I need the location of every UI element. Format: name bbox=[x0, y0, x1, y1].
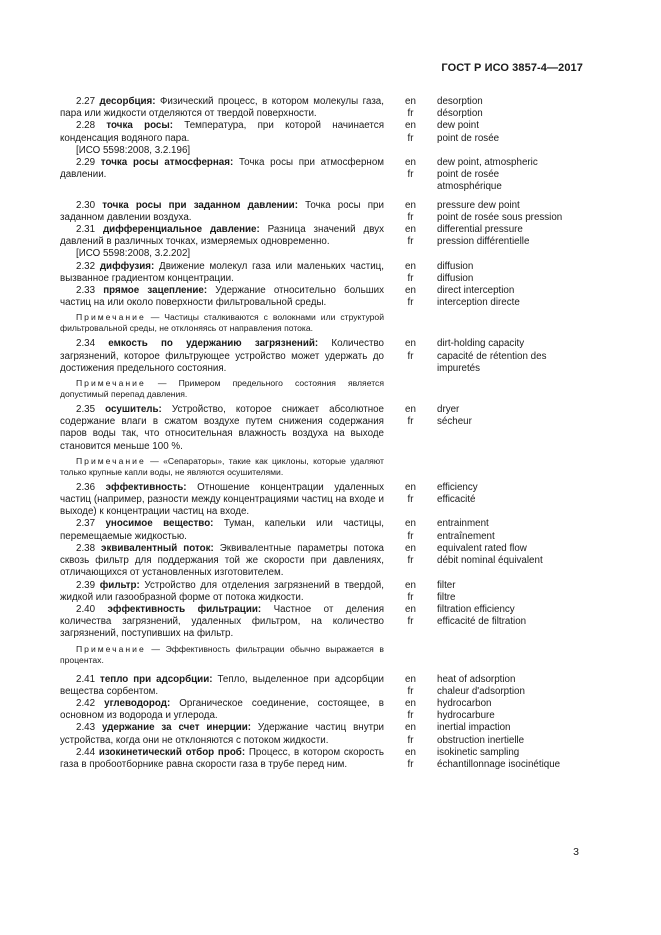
translation-text: désorption bbox=[437, 108, 483, 120]
language-codes bbox=[384, 224, 437, 261]
term-definition-text: Частное от деления количества загрязнений, удаленных фильтром, на количество загрязнений, поступивших на фильтр. bbox=[60, 603, 384, 640]
term-translations bbox=[437, 698, 590, 722]
translation-text: point de rosée sous pression bbox=[437, 211, 563, 223]
language-code: en bbox=[405, 157, 416, 169]
term-definition-text: Точка росы при атмосферном давлении. bbox=[60, 157, 385, 181]
term-number: 2.36 bbox=[76, 481, 106, 493]
translation-text: heat of adsorption bbox=[437, 673, 516, 685]
translation-text: atmosphérique bbox=[437, 181, 502, 193]
translation-text: obstruction inertielle bbox=[437, 734, 525, 746]
note-label: Примечание bbox=[76, 643, 146, 654]
language-codes bbox=[384, 120, 437, 157]
term-translations bbox=[437, 224, 590, 261]
term-name: эффективность: bbox=[105, 481, 187, 493]
term-definition-text: Устройство, которое снижает абсолютное содержание влаги в сжатом воздухе путем снижения содержания паров воды так, что относительная влажность воздуха на выходе становится меньше 100 %. bbox=[60, 404, 385, 452]
translation-text: débit nominal équivalent bbox=[437, 555, 543, 567]
definition-paragraph bbox=[60, 96, 384, 120]
term-number: 2.31 bbox=[76, 224, 103, 236]
term-name: емкость по удержанию загрязнений: bbox=[108, 338, 319, 350]
term-entry bbox=[60, 200, 590, 224]
translation-text: filter bbox=[437, 579, 456, 591]
term-name: точка росы: bbox=[106, 120, 174, 132]
definition-paragraph bbox=[60, 120, 384, 144]
term-name: эффективность фильтрации: bbox=[107, 603, 262, 615]
term-definition bbox=[60, 543, 384, 580]
term-definition-text: Разница значений двух давлений в различных точках, измеряемых одновременно. bbox=[60, 224, 384, 248]
definition-paragraph bbox=[60, 580, 384, 604]
term-translations bbox=[437, 747, 590, 771]
term-translations bbox=[437, 261, 590, 285]
language-code: en bbox=[405, 722, 416, 734]
term-entry bbox=[60, 747, 590, 771]
term-entry bbox=[60, 404, 590, 478]
note-text: — Эффективность фильтрации обычно выражается в процентах. bbox=[60, 643, 384, 665]
language-codes bbox=[384, 674, 437, 698]
term-entry bbox=[60, 285, 590, 334]
translation-text: interception directe bbox=[437, 297, 520, 309]
term-definition bbox=[60, 482, 384, 519]
term-entry bbox=[60, 698, 590, 722]
term-definition-text: Точка росы при заданном давлении воздуха. bbox=[60, 199, 384, 223]
language-code: fr bbox=[407, 530, 414, 542]
translation-text: direct interception bbox=[437, 285, 515, 297]
note-label: Примечание bbox=[76, 312, 146, 323]
term-definition-text: Температура, при которой начинается конденсация водяного пара. bbox=[60, 120, 385, 144]
term-reference: [ИСО 5598:2008, 3.2.196] bbox=[76, 144, 191, 156]
term-definition bbox=[60, 261, 384, 285]
term-translations bbox=[437, 482, 590, 519]
translation-text: dew point bbox=[437, 120, 479, 132]
term-entry bbox=[60, 580, 590, 604]
translation-text: dew point, atmospheric bbox=[437, 157, 538, 169]
translation-text: inertial impaction bbox=[437, 722, 511, 734]
translation-text: sécheur bbox=[437, 416, 472, 428]
language-code: fr bbox=[407, 710, 414, 722]
term-number: 2.40 bbox=[76, 603, 108, 615]
term-entry bbox=[60, 96, 590, 120]
language-code: fr bbox=[407, 494, 414, 506]
term-entry bbox=[60, 482, 590, 519]
translation-text: equivalent rated flow bbox=[437, 542, 527, 554]
language-code bbox=[384, 181, 437, 193]
term-number: 2.41 bbox=[76, 673, 101, 685]
translation-text: échantillonnage isocinétique bbox=[437, 758, 561, 770]
language-codes bbox=[384, 698, 437, 722]
language-code: fr bbox=[407, 591, 414, 603]
translation-text: efficiency bbox=[437, 481, 478, 493]
term-translations bbox=[437, 404, 590, 478]
language-code: en bbox=[405, 603, 416, 615]
definition-paragraph bbox=[60, 604, 384, 641]
term-definition bbox=[60, 224, 384, 261]
language-code: fr bbox=[407, 734, 414, 746]
language-code: fr bbox=[407, 350, 414, 362]
translation-text: isokinetic sampling bbox=[437, 746, 520, 758]
language-code: fr bbox=[407, 297, 414, 309]
term-number: 2.38 bbox=[76, 542, 102, 554]
language-codes bbox=[384, 404, 437, 478]
translation-text: point de rosée bbox=[437, 169, 500, 181]
language-code: fr bbox=[407, 758, 414, 770]
language-code: en bbox=[405, 518, 416, 530]
term-number: 2.32 bbox=[76, 260, 100, 272]
term-definition bbox=[60, 338, 384, 400]
definition-paragraph bbox=[60, 338, 384, 375]
term-name: прямое зацепление: bbox=[103, 285, 208, 297]
note-text: — «Сепараторы», такие как циклоны, которые удаляют только крупные капли воды, не являются осушителями. bbox=[60, 455, 384, 477]
language-codes bbox=[384, 96, 437, 120]
translation-text: chaleur d'adsorption bbox=[437, 685, 525, 697]
language-codes bbox=[384, 518, 437, 542]
term-name: удержание за счет инерции: bbox=[101, 722, 252, 734]
definition-paragraph bbox=[60, 157, 384, 181]
term-definition bbox=[60, 518, 384, 542]
definition-paragraph bbox=[60, 698, 384, 722]
term-entry bbox=[60, 224, 590, 261]
term-definition-text: Удержание частиц внутри устройства, когда они не отклоняются с потоком жидкости. bbox=[60, 722, 385, 746]
translation-text: filtre bbox=[437, 591, 456, 603]
language-code: en bbox=[405, 481, 416, 493]
term-number: 2.35 bbox=[76, 404, 106, 416]
term-translations bbox=[437, 285, 590, 334]
translation-text: diffusion bbox=[437, 272, 474, 284]
term-translations bbox=[437, 157, 590, 194]
term-entry bbox=[60, 338, 590, 400]
language-codes bbox=[384, 580, 437, 604]
term-number: 2.34 bbox=[76, 338, 109, 350]
definition-paragraph bbox=[60, 404, 384, 453]
term-name: фильтр: bbox=[99, 579, 140, 591]
page-number: 3 bbox=[573, 846, 579, 858]
language-code: fr bbox=[407, 211, 414, 223]
term-number: 2.44 bbox=[76, 746, 99, 758]
definition-paragraph bbox=[60, 200, 384, 224]
term-reference: [ИСО 5598:2008, 3.2.202] bbox=[76, 248, 191, 260]
term-note bbox=[60, 644, 384, 666]
language-code: en bbox=[405, 285, 416, 297]
term-name: тепло при адсорбции: bbox=[100, 673, 213, 685]
language-code: fr bbox=[407, 236, 414, 248]
language-code: fr bbox=[407, 169, 414, 181]
term-name: осушитель: bbox=[105, 404, 162, 416]
term-definition-text: Отношение концентрации удаленных частиц (например, разности между концентрациями частиц на входе и выходе) к концентрации частиц на входе. bbox=[60, 481, 384, 518]
term-entry bbox=[60, 261, 590, 285]
term-definition-text: Физический процесс, в котором молекулы газа, пара или жидкости отделяются от твердой поверхности. bbox=[60, 96, 384, 120]
term-name: диффузия: bbox=[99, 260, 155, 272]
language-code: en bbox=[405, 338, 416, 350]
term-translations bbox=[437, 674, 590, 698]
term-number: 2.42 bbox=[76, 697, 105, 709]
term-definition-text: Органическое соединение, состоящее, в основном из водорода и углерода. bbox=[60, 697, 384, 722]
definition-paragraph bbox=[60, 224, 384, 248]
term-name: точка росы атмосферная: bbox=[100, 157, 234, 169]
term-name: углеводород: bbox=[104, 697, 171, 709]
translation-text: pression différentielle bbox=[437, 236, 530, 248]
term-definition bbox=[60, 285, 384, 334]
translation-text: efficacité de filtration bbox=[437, 616, 527, 628]
term-entry bbox=[60, 604, 590, 666]
language-code: en bbox=[405, 260, 416, 272]
definition-paragraph bbox=[60, 674, 384, 698]
language-codes bbox=[384, 604, 437, 666]
term-translations bbox=[437, 722, 590, 746]
translation-text: pressure dew point bbox=[437, 199, 520, 211]
term-definition-text: Процесс, в котором скорость газа в пробоотборнике равна скорости газа в трубе перед ним. bbox=[60, 746, 384, 770]
translation-text: efficacité bbox=[437, 494, 476, 506]
definition-paragraph bbox=[60, 518, 384, 542]
language-code: en bbox=[405, 697, 416, 709]
term-definition bbox=[60, 698, 384, 722]
term-entry bbox=[60, 674, 590, 698]
language-code: fr bbox=[407, 616, 414, 628]
term-definition-text: Эквивалентные параметры потока сквозь фильтр для поддержания той же скорости при давлениях, отличающихся от установленных изготовителем. bbox=[60, 542, 384, 579]
translation-text: diffusion bbox=[437, 260, 474, 272]
language-codes bbox=[384, 338, 437, 400]
term-entry bbox=[60, 157, 590, 194]
term-note bbox=[60, 378, 384, 400]
translation-text: hydrocarbure bbox=[437, 710, 495, 722]
term-definition bbox=[60, 604, 384, 666]
language-code: en bbox=[405, 542, 416, 554]
term-definition bbox=[60, 580, 384, 604]
language-code: en bbox=[405, 224, 416, 236]
language-code: fr bbox=[407, 108, 414, 120]
term-definition-text: Тепло, выделенное при адсорбции вещества сорбентом. bbox=[60, 673, 384, 697]
term-name: изокинетический отбор проб: bbox=[98, 746, 246, 758]
translation-text: impuretés bbox=[437, 362, 481, 374]
language-code: en bbox=[405, 673, 416, 685]
term-name: десорбция: bbox=[99, 96, 156, 107]
translation-text: desorption bbox=[437, 96, 483, 107]
language-codes bbox=[384, 543, 437, 580]
term-note bbox=[60, 456, 384, 478]
term-translations bbox=[437, 96, 590, 120]
language-codes bbox=[384, 261, 437, 285]
language-code: fr bbox=[407, 555, 414, 567]
term-translations bbox=[437, 543, 590, 580]
term-number: 2.43 bbox=[76, 722, 102, 734]
translation-text: point de rosée bbox=[437, 132, 500, 144]
translation-text: entrainment bbox=[437, 518, 489, 530]
translation-text: hydrocarbon bbox=[437, 697, 492, 709]
term-definition bbox=[60, 722, 384, 746]
language-code: en bbox=[405, 199, 416, 211]
term-translations bbox=[437, 338, 590, 400]
term-name: дифференциальное давление: bbox=[102, 224, 260, 236]
term-definition bbox=[60, 157, 384, 194]
term-number: 2.33 bbox=[76, 285, 104, 297]
term-translations bbox=[437, 518, 590, 542]
term-definition-text: Количество загрязнений, которое фильтрующее устройство может удержать до достижения предельного состояния. bbox=[60, 338, 384, 374]
term-number: 2.30 bbox=[76, 199, 103, 211]
language-code: en bbox=[405, 120, 416, 132]
language-code: fr bbox=[407, 272, 414, 284]
term-name: точка росы при заданном давлении: bbox=[102, 199, 298, 211]
term-definition bbox=[60, 200, 384, 224]
term-number: 2.37 bbox=[76, 518, 106, 530]
term-definition-text: Устройство для отделения загрязнений в твердой, жидкой или газообразной форме от потока жидкости. bbox=[60, 579, 384, 603]
translation-text: dryer bbox=[437, 404, 460, 416]
term-translations bbox=[437, 580, 590, 604]
terms-list bbox=[60, 96, 590, 771]
term-name: уносимое вещество: bbox=[105, 518, 214, 530]
term-entry bbox=[60, 518, 590, 542]
language-codes bbox=[384, 747, 437, 771]
language-codes bbox=[384, 157, 437, 194]
note-text: — Частицы сталкиваются с волокнами или структурой фильтровальной среды, не отклоняясь от направления потока. bbox=[60, 312, 384, 334]
language-code: en bbox=[405, 746, 416, 758]
term-translations bbox=[437, 604, 590, 666]
term-translations bbox=[437, 120, 590, 157]
term-entry bbox=[60, 722, 590, 746]
language-code: en bbox=[405, 579, 416, 591]
term-number: 2.29 bbox=[76, 157, 101, 169]
term-entry bbox=[60, 543, 590, 580]
term-number: 2.27 bbox=[76, 96, 100, 107]
term-definition bbox=[60, 674, 384, 698]
translation-text: entraînement bbox=[437, 530, 495, 542]
language-code bbox=[384, 363, 437, 375]
translation-text: filtration efficiency bbox=[437, 603, 515, 615]
term-definition-text: Удержание относительно больших частиц на или около поверхности фильтровальной среды. bbox=[60, 285, 384, 309]
translation-text: differential pressure bbox=[437, 224, 523, 236]
definition-paragraph bbox=[60, 261, 384, 285]
definition-paragraph bbox=[60, 482, 384, 519]
term-translations bbox=[437, 200, 590, 224]
language-codes bbox=[384, 722, 437, 746]
definition-paragraph bbox=[60, 722, 384, 746]
term-entry bbox=[60, 120, 590, 157]
term-number: 2.28 bbox=[76, 120, 107, 132]
note-label: Примечание bbox=[76, 378, 146, 389]
note-text: — Примером предельного состояния является допустимый перепад давления. bbox=[60, 378, 384, 400]
language-code: fr bbox=[407, 685, 414, 697]
document-header: ГОСТ Р ИСО 3857-4—2017 bbox=[441, 62, 583, 74]
term-definition-text: Туман, капельки или частицы, перемещаемые жидкостью. bbox=[60, 518, 385, 542]
translation-text: dirt-holding capacity bbox=[437, 338, 525, 350]
term-name: эквивалентный поток: bbox=[101, 542, 214, 554]
term-note bbox=[60, 312, 384, 334]
language-code: en bbox=[405, 96, 416, 107]
language-codes bbox=[384, 200, 437, 224]
term-definition bbox=[60, 404, 384, 478]
language-code: fr bbox=[407, 416, 414, 428]
note-label: Примечание bbox=[76, 455, 146, 466]
language-codes bbox=[384, 285, 437, 334]
term-definition bbox=[60, 747, 384, 771]
definition-paragraph bbox=[60, 285, 384, 309]
language-codes bbox=[384, 482, 437, 519]
language-code: fr bbox=[407, 132, 414, 144]
language-code: en bbox=[405, 404, 416, 416]
term-definition-text: Движение молекул газа или маленьких частиц, вызванное градиентом концентрации. bbox=[60, 260, 385, 284]
translation-text: capacité de rétention des bbox=[437, 350, 547, 362]
term-number: 2.39 bbox=[76, 579, 100, 591]
term-definition bbox=[60, 96, 384, 120]
definition-paragraph bbox=[60, 543, 384, 580]
term-definition bbox=[60, 120, 384, 157]
definition-paragraph bbox=[60, 747, 384, 771]
